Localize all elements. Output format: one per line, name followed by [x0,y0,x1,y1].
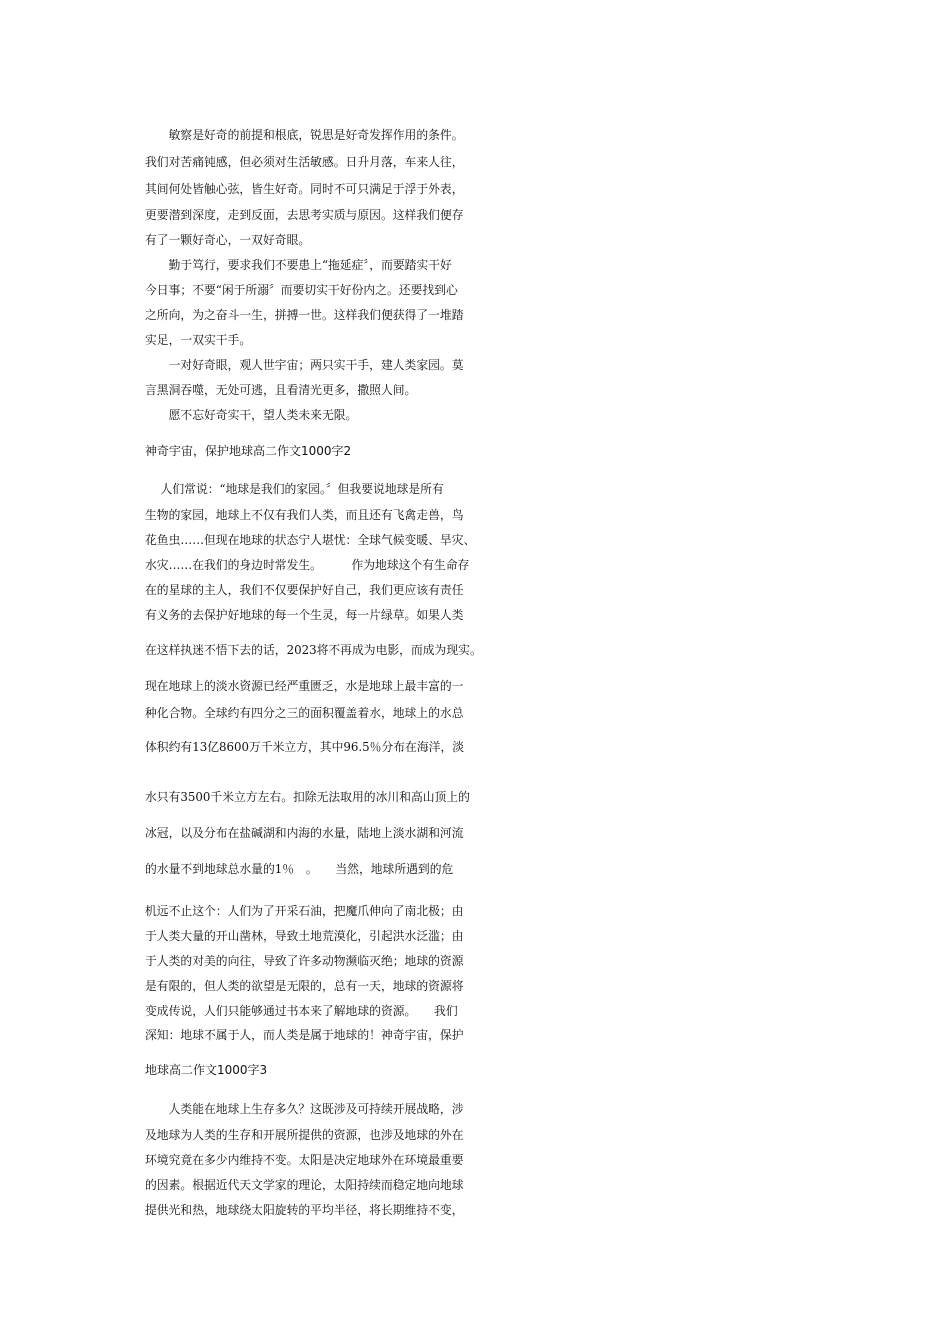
text-line: 于人类大量的开山凿林，导致土地荒漠化，引起洪水泛滥；由 [145,929,464,943]
text-line: 有义务的去保护好地球的每一个生灵，每一片绿草。如果人类 [145,608,464,622]
text-line: 之所向，为之奋斗一生，拼搏一世。这样我们便获得了一堆踏 [145,308,464,322]
section-heading: 神奇宇宙，保护地球高二作文1000字2 [145,444,352,458]
text-line: 及地球为人类的生存和开展所提供的资源，也涉及地球的外在 [145,1128,464,1142]
text-line: 敏察是好奇的前提和根底，锐思是好奇发挥作用的条件。 [145,128,464,142]
text-line: 环境究竟在多少内维持不变。太阳是决定地球外在环境最重要 [145,1153,464,1167]
text-line: 实足，一双实干手。 [145,333,252,347]
text-line: 的水量不到地球总水量的1％ 。 当然，地球所遇到的危 [145,862,454,876]
text-line: 在的星球的主人，我们不仅要保护好自己，我们更应该有责任 [145,583,464,597]
text-line: 体积约有13亿8600万千米立方，其中96.5％分布在海洋，淡 [145,740,465,754]
text-line: 人类能在地球上生存多久？这既涉及可持续开展战略，涉 [145,1102,464,1116]
text-line: 更要潜到深度，走到反面，去思考实质与原因。这样我们便存 [145,208,464,222]
text-line: 今日事；不要“闲于所溺〞而要切实干好份内之。还要找到心 [145,283,458,297]
section-heading: 地球高二作文1000字3 [145,1063,268,1077]
text-line: 愿不忘好奇实干，望人类未来无限。 [145,408,358,422]
text-line: 生物的家园，地球上不仅有我们人类，而且还有飞禽走兽，鸟 [145,508,464,522]
text-line: 种化合物。全球约有四分之三的面积覆盖着水，地球上的水总 [145,706,464,720]
text-line: 其间何处皆触心弦，皆生好奇。同时不可只满足于浮于外表， [145,182,464,196]
text-line: 水只有3500千米立方左右。扣除无法取用的冰川和高山顶上的 [145,790,470,804]
text-line: 一对好奇眼，观人世宇宙；两只实干手，建人类家园。莫 [145,358,464,372]
text-line: 深知：地球不属于人，而人类是属于地球的！神奇宇宙，保护 [145,1028,464,1042]
text-line: 变成传说，人们只能够通过书本来了解地球的资源。 我们 [145,1004,458,1018]
text-line: 水灾……在我们的身边时常发生。 作为地球这个有生命存 [145,558,470,572]
text-line: 机远不止这个：人们为了开采石油，把魔爪伸向了南北极；由 [145,904,464,918]
text-line: 花鱼虫……但现在地球的状态宁人堪忧：全球气候变暖、旱灾、 [145,533,476,547]
text-line: 人们常说：“地球是我们的家园。〞但我要说地球是所有 [145,482,444,496]
text-line: 有了一颗好奇心，一双好奇眼。 [145,233,311,247]
text-line: 现在地球上的淡水资源已经严重匮乏，水是地球上最丰富的一 [145,679,464,693]
text-line: 冰冠，以及分布在盐碱湖和内海的水量，陆地上淡水湖和河流 [145,826,464,840]
text-line: 的因素。根据近代天文学家的理论，太阳持续而稳定地向地球 [145,1178,464,1192]
text-line: 提供光和热，地球绕太阳旋转的平均半径，将长期维持不变， [145,1203,464,1217]
text-line: 是有限的，但人类的欲望是无限的，总有一天，地球的资源将 [145,979,464,993]
text-line: 言黑洞吞噬，无处可逃，且看清光更多，撒照人间。 [145,383,417,397]
text-line: 于人类的对美的向往，导致了许多动物濒临灭绝；地球的资源 [145,954,464,968]
text-line: 勤于笃行，要求我们不要患上“拖延症〞，而要踏实干好 [145,258,452,272]
text-line: 在这样执迷不悟下去的话，2023将不再成为电影，而成为现实。 [145,643,482,657]
text-line: 我们对苦痛钝感，但必须对生活敏感。日升月落，车来人往， [145,155,464,169]
